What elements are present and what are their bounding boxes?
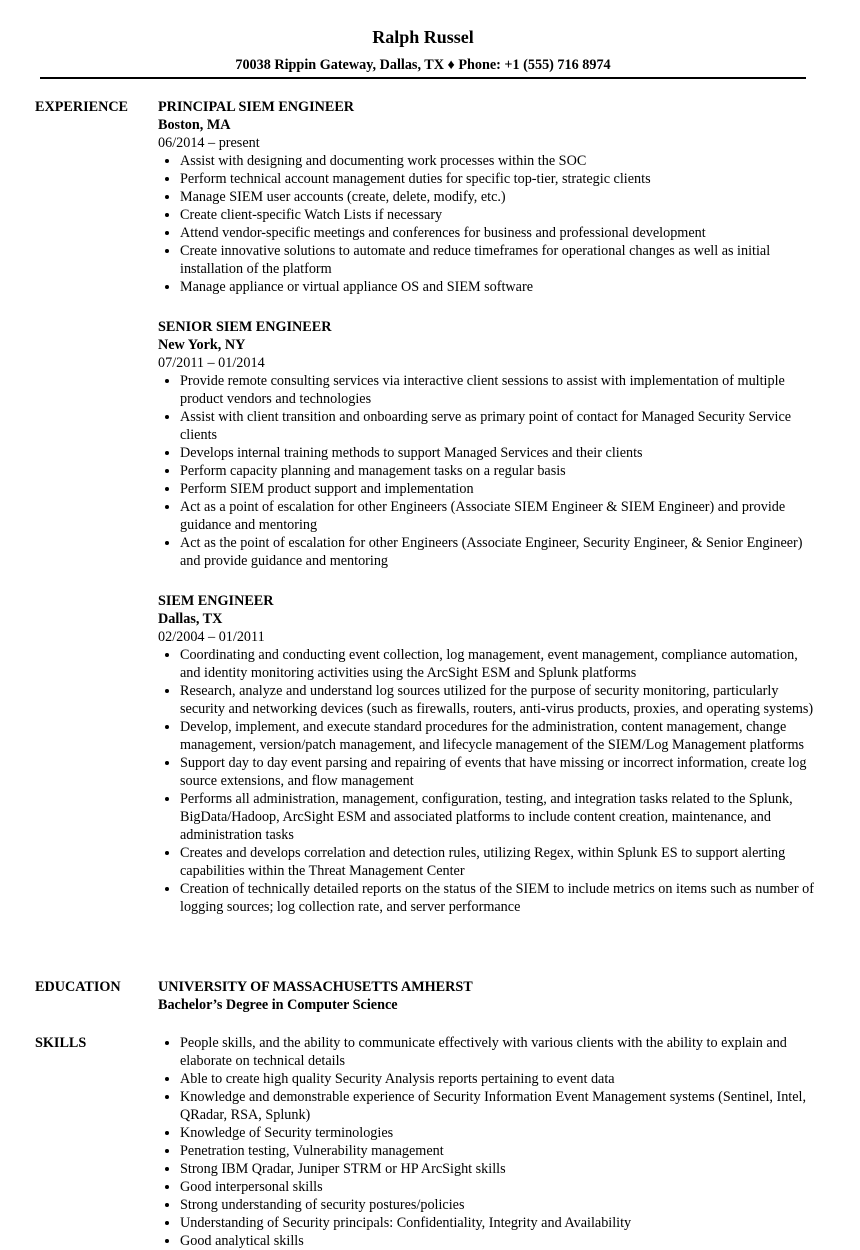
job-dates: 02/2004 – 01/2011 [158, 629, 265, 645]
job-bullets [158, 646, 818, 916]
bullet-item: • Assist with designing and documenting work processes within the SOC [180, 152, 818, 170]
bullet-item: • Perform SIEM product support and implementation [180, 480, 818, 498]
job-location: New York, NY [158, 337, 246, 353]
skills-entry [158, 1034, 818, 1250]
job-bullets [158, 372, 818, 570]
bullet-item: • Act as a point of escalation for other Engineers (Associate SIEM Engineer & SIEM Engineer) and provide guidance and mentoring [180, 498, 818, 534]
contact-line: 70038 Rippin Gateway, Dallas, TX ♦ Phone: +1 (555) 716 8974 [235, 57, 611, 73]
skill-item: • Knowledge of Security terminologies [180, 1124, 818, 1142]
bullet-item: • Provide remote consulting services via interactive client sessions to assist with implementation of multiple product vendors and technologies [180, 372, 818, 408]
job-dates: 07/2011 – 01/2014 [158, 355, 265, 371]
job-bullets [158, 152, 818, 296]
bullet-item: • Creation of technically detailed reports on the status of the SIEM to include metrics on items such as number of logging sources; log collection rate, and server performance [180, 880, 818, 916]
bullet-item: • Attend vendor-specific meetings and conferences for business and professional development [180, 224, 818, 242]
resume-header [40, 26, 806, 74]
bullet-item: • Perform capacity planning and management tasks on a regular basis [180, 462, 818, 480]
bullet-item: • Creates and develops correlation and detection rules, utilizing Regex, within Splunk ES to support alerting capabilities within the Threat Management Center [180, 844, 818, 880]
bullet-item: • Act as the point of escalation for other Engineers (Associate Engineer, Security Engineer, & Senior Engineer) and provide guidance and mentoring [180, 534, 818, 570]
bullet-item: • Create innovative solutions to automate and reduce timeframes for operational changes as well as initial installation of the platform [180, 242, 818, 278]
degree: Bachelor’s Degree in Computer Science [158, 997, 398, 1013]
bullet-item: • Coordinating and conducting event collection, log management, event management, compliance automation, and identity monitoring activities using the ArcSight ESM and Splunk platforms [180, 646, 818, 682]
skill-item: • Good interpersonal skills [180, 1178, 818, 1196]
skill-item: • Able to create high quality Security Analysis reports pertaining to event data [180, 1070, 818, 1088]
skill-item: • Strong understanding of security postures/policies [180, 1196, 818, 1214]
bullet-item: • Assist with client transition and onboarding serve as primary point of contact for Managed Security Service clients [180, 408, 818, 444]
education-entry [158, 978, 818, 1014]
job-entry [158, 318, 818, 570]
bullet-item: • Support day to day event parsing and repairing of events that have missing or incorrect information, create log source extensions, and flow management [180, 754, 818, 790]
job-entry [158, 98, 818, 296]
job-location: Boston, MA [158, 117, 231, 133]
bullet-item: • Develops internal training methods to support Managed Services and their clients [180, 444, 818, 462]
skill-item: • Penetration testing, Vulnerability management [180, 1142, 818, 1160]
job-title: SIEM ENGINEER [158, 593, 274, 609]
skill-item: • People skills, and the ability to communicate effectively with various clients with the ability to explain and elaborate on technical details [180, 1034, 818, 1070]
skill-item: • Understanding of Security principals: Confidentiality, Integrity and Availability [180, 1214, 818, 1232]
bullet-item: • Manage appliance or virtual appliance OS and SIEM software [180, 278, 818, 296]
bullet-item: • Manage SIEM user accounts (create, delete, modify, etc.) [180, 188, 818, 206]
job-dates: 06/2014 – present [158, 135, 260, 151]
skill-item: • Good analytical skills [180, 1232, 818, 1250]
job-title: SENIOR SIEM ENGINEER [158, 319, 332, 335]
bullet-item: • Create client-specific Watch Lists if necessary [180, 206, 818, 224]
job-title: PRINCIPAL SIEM ENGINEER [158, 99, 355, 115]
job-location: Dallas, TX [158, 611, 223, 627]
education-section-label: EDUCATION [35, 979, 121, 995]
bullet-item: • Perform technical account management duties for specific top-tier, strategic clients [180, 170, 818, 188]
school-name: UNIVERSITY OF MASSACHUSETTS AMHERST [158, 979, 473, 995]
bullet-item: • Develop, implement, and execute standard procedures for the administration, content management, change management, version/patch management, and lifecycle management of the SIEM/Log Management platforms [180, 718, 818, 754]
bullet-item: • Performs all administration, management, configuration, testing, and integration tasks related to the Splunk, BigData/Hadoop, ArcSight ESM and associated platforms to include content creation, maintenance, and administration tasks [180, 790, 818, 844]
job-entry [158, 592, 818, 916]
skills-list [158, 1034, 818, 1250]
bullet-item: • Research, analyze and understand log sources utilized for the purpose of security monitoring, particularly security and networking devices (such as firewalls, routers, anti-virus products, proxies, and operating systems) [180, 682, 818, 718]
skill-item: • Strong IBM Qradar, Juniper STRM or HP ArcSight skills [180, 1160, 818, 1178]
skills-section-label: SKILLS [35, 1035, 87, 1051]
candidate-name: Ralph Russel [372, 27, 474, 47]
experience-section-label: EXPERIENCE [35, 99, 129, 115]
skill-item: • Knowledge and demonstrable experience of Security Information Event Management systems (Sentinel, Intel, QRadar, RSA, Splunk) [180, 1088, 818, 1124]
header-divider [40, 77, 806, 79]
